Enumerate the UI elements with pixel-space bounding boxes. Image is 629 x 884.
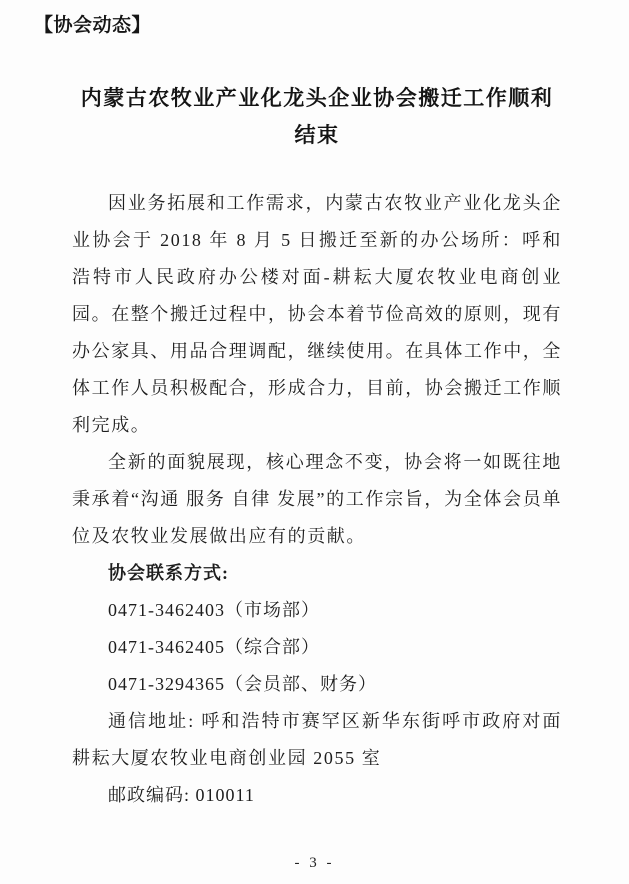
document-title-line2: 结束 (294, 123, 340, 147)
page-number: - 3 - (294, 855, 335, 871)
document-title-line1: 内蒙古农牧业产业化龙头企业协会搬迁工作顺利 (80, 86, 554, 110)
contact-mailing-address: 通信地址: 呼和浩特市赛罕区新华东街呼市政府对面耕耘大厦农牧业电商创业园 2055 室 (72, 711, 562, 768)
paragraph-mission-statement: 全新的面貌展现，核心理念不变，协会将一如既往地秉承着“沟通 服务 自律 发展”的工作宗旨，为全体会员单位及农牧业发展做出应有的贡献。 (72, 452, 562, 546)
contact-phone-general-dept: 0471-3462405（综合部） (108, 637, 320, 657)
contact-heading: 协会联系方式: (108, 563, 229, 583)
paragraph-relocation-details: 因业务拓展和工作需求，内蒙古农牧业产业化龙头企业协会于 2018 年 8 月 5 日搬迁至新的办公场所：呼和浩特市人民政府办公楼对面-耕耘大厦农牧业电商创业园。在整个搬迁过程中，协会本着节俭高效的原则，现有办公家具、用品合理调配，继续使用。在具体工作中，全体工作人员积极配合，形成合力，目前，协会搬迁工作顺利完成。 (72, 193, 562, 435)
contact-phone-member-finance-dept: 0471-3294365（会员部、财务） (108, 674, 377, 694)
section-header-tag: 【协会动态】 (34, 15, 152, 36)
document-body (72, 80, 562, 814)
document-title (72, 80, 562, 154)
contact-postal-code: 邮政编码: 010011 (108, 785, 255, 805)
contact-phone-market-dept: 0471-3462403（市场部） (108, 600, 320, 620)
